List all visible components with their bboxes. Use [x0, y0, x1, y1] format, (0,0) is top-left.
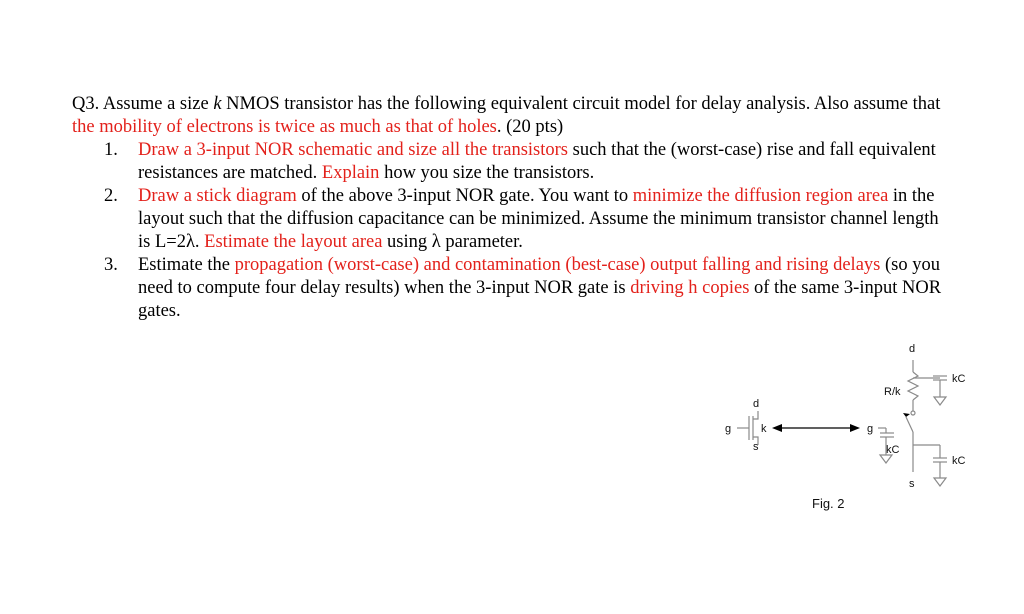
- figure-caption: Fig. 2: [812, 496, 845, 511]
- resistor-label: R/k: [884, 386, 901, 398]
- left-gate-label: g: [725, 423, 732, 435]
- right-gate-label: g: [867, 423, 874, 435]
- left-size-label: k: [761, 423, 767, 435]
- text-run: in the layout such that the diffusion capacitance can be minimized. Assume the minimum transistor channel length is L=2λ.: [138, 186, 939, 252]
- highlighted-text: propagation (worst-case) and contamination (best-case) output falling and rising delays: [234, 255, 881, 275]
- text-run: how you size the transistors.: [379, 163, 595, 183]
- left-source-label: s: [753, 441, 759, 453]
- text-run: using λ parameter.: [382, 232, 523, 252]
- switch-arrow: [903, 413, 910, 417]
- highlighted-text: driving h copies: [630, 278, 750, 298]
- text-run: such that the (worst-case) rise and fall equivalent resistances are matched.: [138, 140, 936, 183]
- highlighted-text: the mobility of electrons is twice as much as that of holes: [72, 117, 497, 137]
- switch-contact-top: [911, 411, 915, 415]
- double-arrow: [772, 424, 860, 432]
- gate-cap-label: kC: [886, 444, 900, 456]
- right-drain-label: d: [909, 343, 916, 355]
- text-run: NMOS transistor has the following equivalent circuit model for delay analysis. Also assume that: [221, 94, 941, 114]
- drain-cap-label: kC: [952, 373, 966, 385]
- item-number: 2.: [104, 186, 118, 206]
- text-run: (so you need to compute four delay results) when the 3-input NOR gate is: [138, 255, 940, 298]
- ground-symbol: [934, 397, 946, 405]
- item-number: 1.: [104, 140, 118, 160]
- highlighted-text: Draw a 3-input NOR schematic and size all the transistors: [138, 140, 569, 160]
- text-run: Estimate the: [138, 255, 235, 275]
- highlighted-text: Estimate the layout area: [204, 232, 383, 252]
- source-cap-label: kC: [952, 455, 966, 467]
- ground-symbol: [934, 478, 946, 486]
- highlighted-text: minimize the diffusion region area: [632, 186, 889, 206]
- text-run: . (20 pts): [496, 117, 564, 137]
- text-run: Q3. Assume a size: [72, 94, 214, 114]
- drain-wire: [753, 411, 758, 419]
- switch-blade: [906, 417, 913, 432]
- resistor: [908, 372, 918, 400]
- text-run: of the same 3-input NOR gates.: [138, 278, 942, 321]
- italic-variable: k: [213, 94, 222, 114]
- highlighted-text: Explain: [321, 163, 380, 183]
- item-number: 3.: [104, 255, 118, 275]
- right-source-label: s: [909, 478, 915, 490]
- ground-symbol: [880, 455, 892, 463]
- left-drain-label: d: [753, 398, 760, 410]
- highlighted-text: Draw a stick diagram: [138, 186, 297, 206]
- text-run: of the above 3-input NOR gate. You want to: [296, 186, 633, 206]
